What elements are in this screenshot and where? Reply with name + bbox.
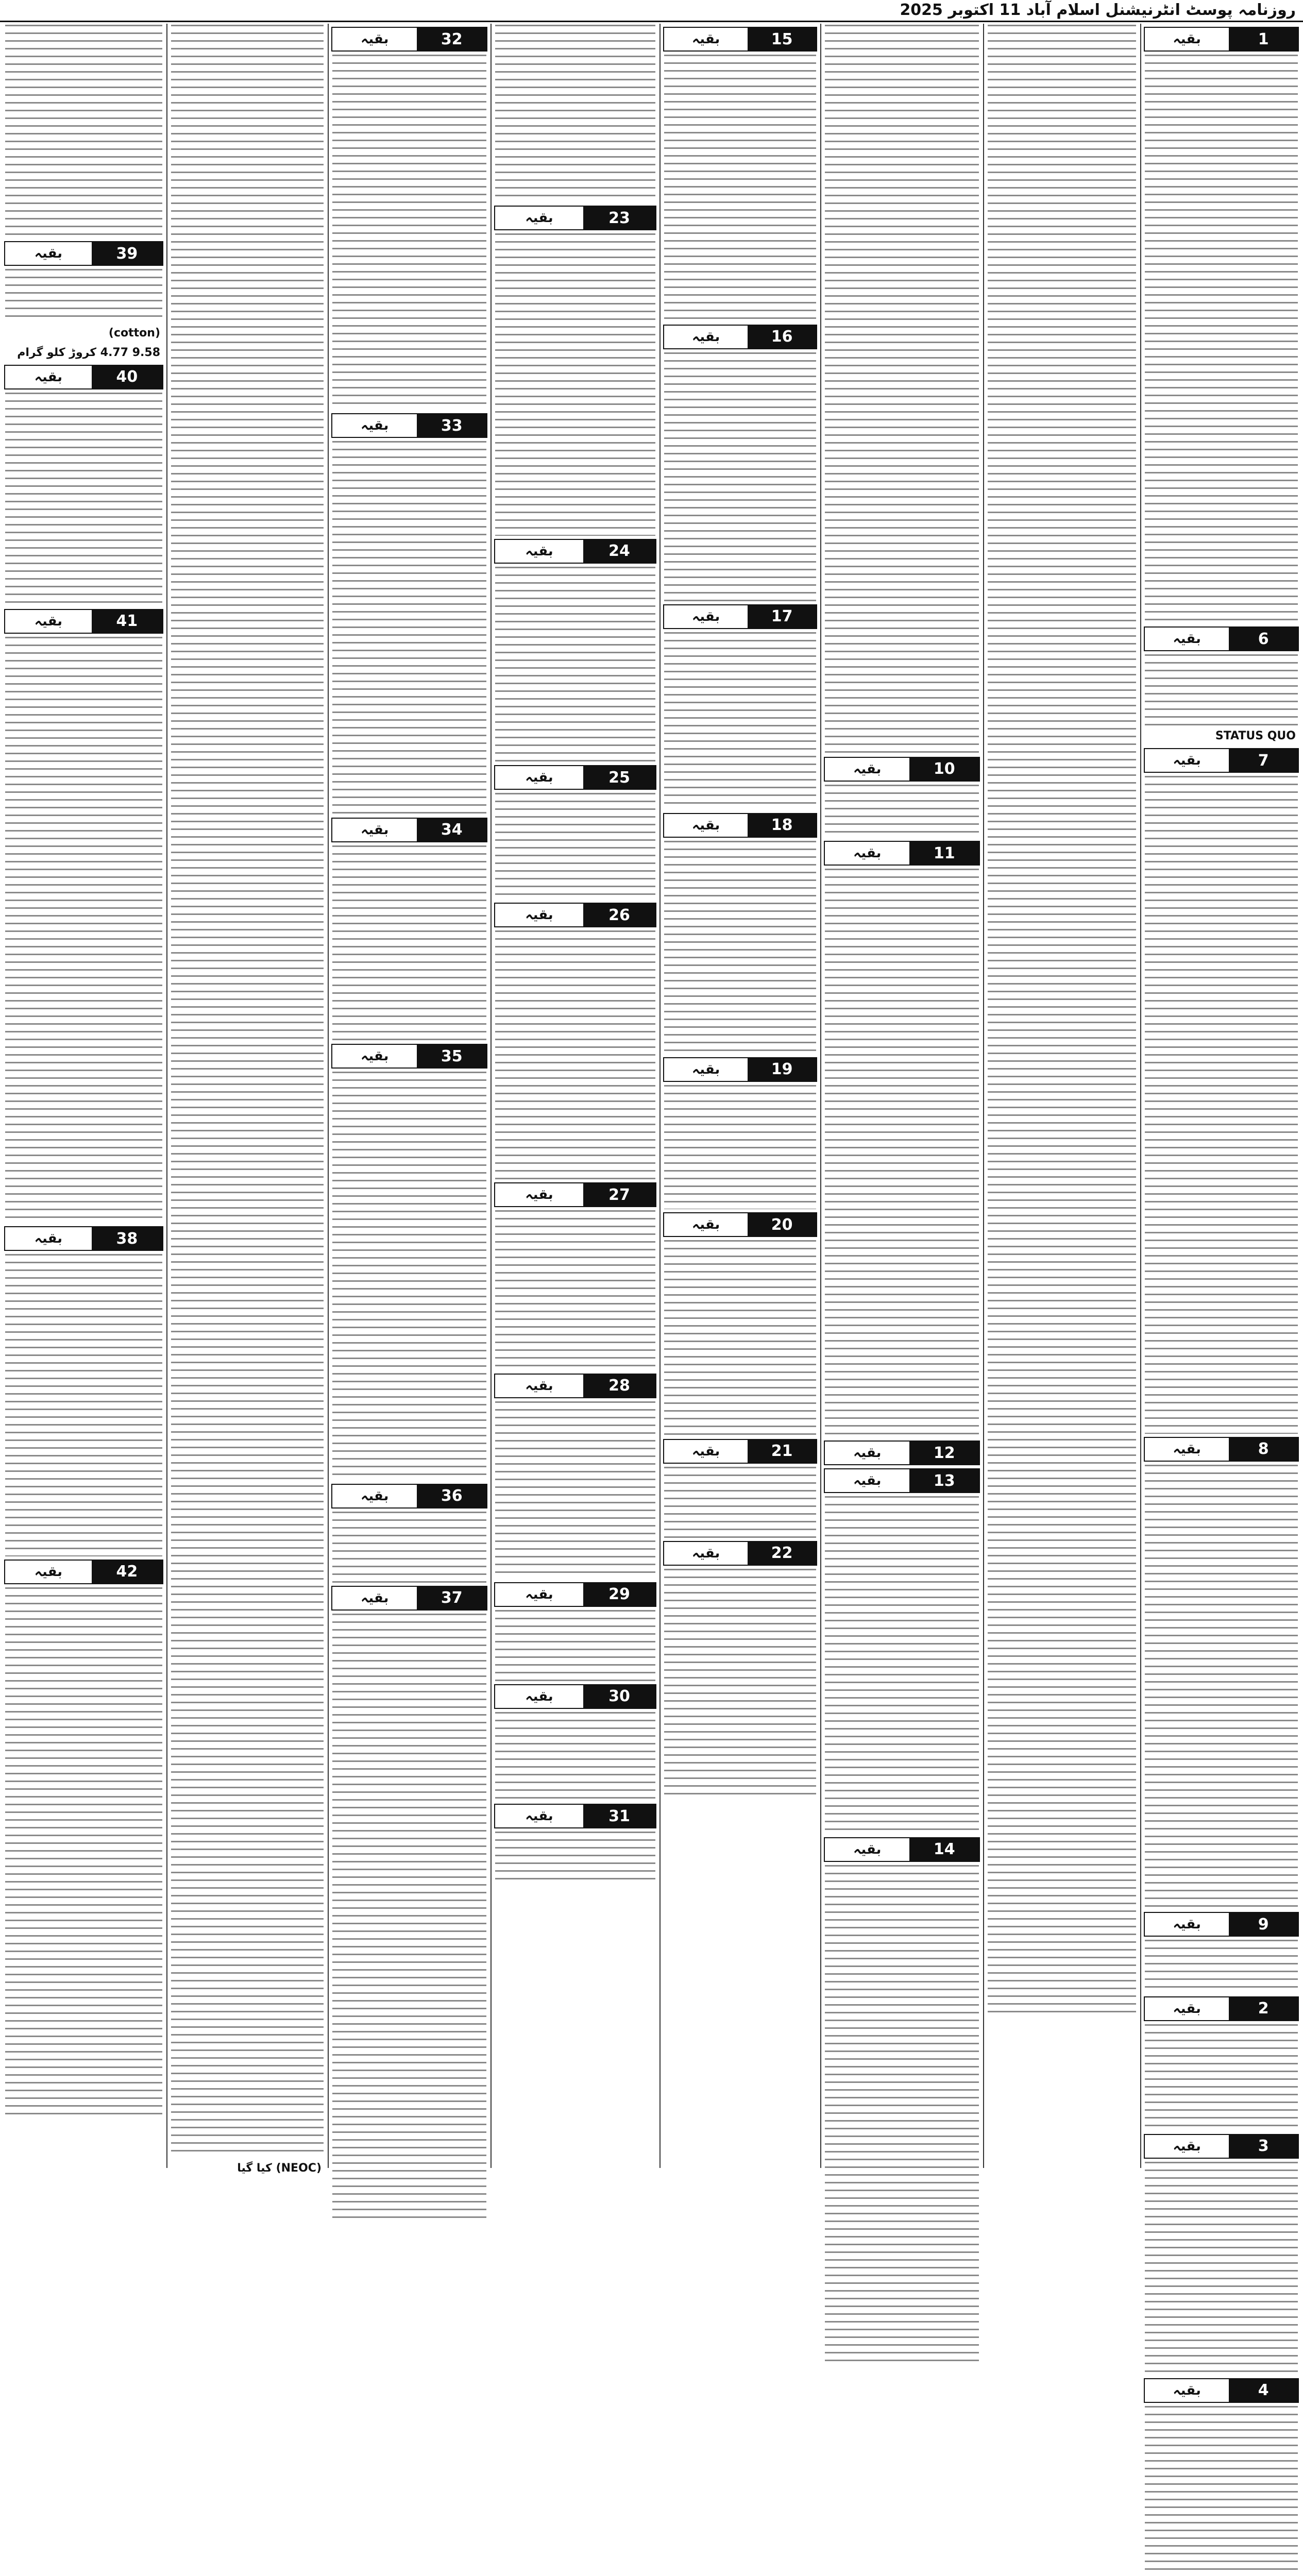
continued-number: 16 — [748, 326, 816, 348]
news-column — [2, 24, 165, 2168]
continued-label: بقیہ — [664, 814, 748, 837]
continued-header — [1144, 2378, 1299, 2403]
continued-story — [329, 1044, 489, 1481]
continued-label: بقیہ — [495, 904, 583, 926]
continued-number: 41 — [92, 610, 162, 633]
news-column — [661, 24, 819, 2168]
continued-story — [492, 1582, 658, 1681]
continued-story — [661, 1057, 819, 1210]
continued-number: 3 — [1229, 2135, 1298, 2158]
article-text — [495, 567, 655, 762]
continued-header — [331, 818, 487, 842]
continued-label: بقیہ — [5, 1227, 92, 1250]
continued-header — [331, 1586, 487, 1611]
continued-number: 27 — [583, 1183, 655, 1206]
continued-label: بقیہ — [664, 28, 748, 50]
continued-number: 9 — [1229, 1913, 1298, 1936]
continued-story — [661, 604, 819, 810]
continued-header — [494, 765, 656, 790]
article-text — [495, 233, 655, 536]
continued-number: 10 — [909, 758, 979, 781]
continued-header — [331, 1484, 487, 1509]
continued-label: بقیہ — [495, 207, 583, 229]
continued-number: 35 — [417, 1045, 486, 1067]
continued-story — [329, 1586, 489, 2218]
continued-number: 28 — [583, 1375, 655, 1397]
continued-header — [494, 206, 656, 230]
continued-header — [494, 539, 656, 564]
continued-label: بقیہ — [1145, 2135, 1229, 2158]
continued-label: بقیہ — [495, 540, 583, 563]
article-text — [332, 441, 486, 815]
article-text — [664, 55, 816, 321]
continued-label: بقیہ — [1145, 749, 1229, 772]
continued-header — [1144, 2134, 1299, 2159]
continued-story — [168, 25, 327, 2158]
continued-story — [492, 1804, 658, 1885]
continued-header — [494, 1582, 656, 1607]
continued-story — [985, 25, 1139, 2015]
continued-label: بقیہ — [495, 1685, 583, 1708]
article-text — [988, 25, 1136, 2015]
continued-label: بقیہ — [1145, 1438, 1229, 1461]
continued-story — [2, 1560, 165, 2121]
article-text — [5, 1254, 162, 1556]
article-text — [1145, 654, 1298, 725]
continued-label: بقیہ — [825, 758, 909, 781]
continued-story — [492, 765, 658, 900]
continued-number: 21 — [748, 1440, 816, 1463]
continued-story — [492, 1684, 658, 1801]
continued-label: بقیہ — [664, 1440, 748, 1463]
continued-story — [822, 1468, 982, 1834]
continued-label: بقیہ — [332, 1485, 417, 1507]
article-text — [825, 1865, 979, 2363]
continued-header — [663, 325, 817, 349]
continued-header — [1144, 1912, 1299, 1937]
continued-label: بقیہ — [332, 819, 417, 841]
continued-header — [663, 27, 817, 52]
continued-story — [661, 325, 819, 601]
masthead — [0, 0, 1303, 22]
article-text — [332, 1072, 486, 1481]
continued-number: 11 — [909, 842, 979, 865]
continued-label: بقیہ — [825, 842, 909, 865]
continued-label: بقیہ — [825, 1838, 909, 1861]
continued-story — [1142, 748, 1301, 1434]
article-snippet: (NEOC) کیا گیا — [171, 2160, 324, 2177]
article-text — [332, 55, 486, 410]
continued-story — [1142, 1996, 1301, 2131]
article-text — [1145, 1465, 1298, 1909]
continued-number: 12 — [909, 1442, 979, 1464]
article-text — [1145, 2406, 1298, 2576]
continued-story — [822, 757, 982, 838]
continued-story — [329, 27, 489, 410]
continued-story — [2, 241, 165, 323]
continued-label: بقیہ — [5, 242, 92, 265]
continued-story — [1142, 27, 1301, 623]
column-rule — [983, 24, 984, 2168]
continued-number: 13 — [909, 1469, 979, 1492]
news-column — [492, 24, 658, 2168]
continued-number: 36 — [417, 1485, 486, 1507]
article-text — [664, 1240, 816, 1436]
article-text — [664, 632, 816, 810]
column-rule — [490, 24, 492, 2168]
article-text — [495, 25, 655, 202]
continued-number: 1 — [1229, 28, 1298, 50]
article-text — [332, 1614, 486, 2218]
continued-label: بقیہ — [495, 1805, 583, 1827]
continued-number: 25 — [583, 766, 655, 789]
article-text — [495, 1832, 655, 1885]
continued-story — [822, 25, 982, 754]
article-text — [1145, 1940, 1298, 1993]
article-text — [495, 1210, 655, 1370]
continued-story — [661, 1541, 819, 1800]
article-text — [825, 1496, 979, 1834]
continued-number: 31 — [583, 1805, 655, 1827]
continued-header — [663, 1439, 817, 1464]
continued-number: 19 — [748, 1058, 816, 1081]
continued-header — [4, 1560, 163, 1584]
article-text — [1145, 2162, 1298, 2375]
continued-story — [661, 813, 819, 1054]
continued-story — [1142, 2134, 1301, 2375]
continued-number: 32 — [417, 28, 486, 50]
article-text — [5, 393, 162, 606]
masthead-title: روزنامہ پوسٹ انٹرنیشنل اسلام آباد 11 اکتوبر 2025 — [900, 1, 1296, 19]
continued-header — [494, 1804, 656, 1828]
article-text — [332, 845, 486, 1041]
continued-number: 7 — [1229, 749, 1298, 772]
continued-header — [824, 757, 980, 782]
news-column — [168, 24, 327, 2168]
continued-label: بقیہ — [1145, 1997, 1229, 2020]
column-rule — [166, 24, 167, 2168]
continued-label: بقیہ — [495, 1183, 583, 1206]
article-text — [1145, 2024, 1298, 2131]
continued-label: بقیہ — [5, 1561, 92, 1583]
continued-label: بقیہ — [495, 1583, 583, 1606]
continued-header — [663, 1541, 817, 1566]
article-snippet: 9.58 4.77 کروڑ کلو گرام — [5, 344, 162, 362]
news-column — [1142, 24, 1301, 2168]
continued-number: 23 — [583, 207, 655, 229]
continued-header — [1144, 1437, 1299, 1462]
continued-header — [663, 1212, 817, 1237]
continued-header — [494, 1684, 656, 1709]
continued-number: 29 — [583, 1583, 655, 1606]
continued-header — [4, 365, 163, 389]
continued-story — [329, 413, 489, 815]
continued-label: بقیہ — [332, 414, 417, 437]
continued-header — [824, 1837, 980, 1862]
continued-story — [661, 1212, 819, 1436]
continued-number: 4 — [1229, 2379, 1298, 2402]
article-snippet: (cotton) — [5, 325, 162, 342]
continued-header — [663, 604, 817, 629]
continued-number: 26 — [583, 904, 655, 926]
column-rule — [328, 24, 329, 2168]
continued-header — [331, 1044, 487, 1069]
article-text — [495, 793, 655, 900]
continued-story — [661, 27, 819, 321]
article-text — [664, 841, 816, 1054]
continued-number: 15 — [748, 28, 816, 50]
continued-header — [331, 27, 487, 52]
continued-story — [2, 25, 165, 238]
continued-number: 38 — [92, 1227, 162, 1250]
continued-header — [663, 1057, 817, 1082]
continued-label: بقیہ — [1145, 28, 1229, 50]
article-text — [825, 25, 979, 754]
continued-story — [492, 1182, 658, 1370]
article-text — [5, 269, 162, 323]
continued-label: بقیہ — [664, 1058, 748, 1081]
continued-label: بقیہ — [332, 1587, 417, 1609]
continued-story — [492, 903, 658, 1179]
continued-label: بقیہ — [332, 28, 417, 50]
continued-number: 17 — [748, 605, 816, 628]
article-text — [825, 869, 979, 1437]
article-text — [5, 1587, 162, 2121]
continued-label: بقیہ — [5, 366, 92, 388]
continued-number: 18 — [748, 814, 816, 837]
continued-header — [494, 903, 656, 927]
continued-label: بقیہ — [5, 610, 92, 633]
continued-story — [2, 609, 165, 1224]
continued-story — [2, 365, 165, 606]
continued-story — [822, 1837, 982, 2363]
article-text — [495, 1401, 655, 1579]
continued-label: بقیہ — [495, 766, 583, 789]
continued-label: بقیہ — [332, 1045, 417, 1067]
continued-label: بقیہ — [1145, 2379, 1229, 2402]
article-text — [495, 930, 655, 1179]
continued-story — [661, 1439, 819, 1538]
continued-story — [492, 539, 658, 762]
continued-story — [1142, 1912, 1301, 1993]
continued-label: بقیہ — [664, 1542, 748, 1565]
continued-number: 24 — [583, 540, 655, 563]
continued-story — [492, 206, 658, 536]
continued-label: بقیہ — [1145, 628, 1229, 650]
continued-number: 14 — [909, 1838, 979, 1861]
continued-story — [329, 818, 489, 1041]
article-text — [332, 1512, 486, 1583]
news-column — [329, 24, 489, 2168]
continued-story — [822, 841, 982, 1437]
continued-number: 37 — [417, 1587, 486, 1609]
continued-story — [492, 25, 658, 202]
article-snippet: STATUS QUO — [1145, 727, 1298, 745]
continued-label: بقیہ — [495, 1375, 583, 1397]
article-text — [495, 1712, 655, 1801]
continued-story — [1142, 2378, 1301, 2576]
continued-header — [4, 1226, 163, 1251]
article-text — [495, 1610, 655, 1681]
article-text — [5, 25, 162, 238]
continued-header — [824, 1468, 980, 1493]
continued-header — [1144, 626, 1299, 651]
continued-number: 30 — [583, 1685, 655, 1708]
article-text — [664, 1467, 816, 1538]
column-rule — [659, 24, 661, 2168]
article-text — [825, 785, 979, 838]
continued-number: 20 — [748, 1213, 816, 1236]
article-text — [1145, 55, 1298, 623]
continued-header — [494, 1182, 656, 1207]
continued-number: 42 — [92, 1561, 162, 1583]
continued-number: 33 — [417, 414, 486, 437]
continued-header — [1144, 1996, 1299, 2021]
news-column — [822, 24, 982, 2168]
continued-label: بقیہ — [664, 605, 748, 628]
continued-header — [824, 1440, 980, 1465]
continued-story — [822, 1440, 982, 1465]
continued-label: بقیہ — [825, 1469, 909, 1492]
continued-story — [329, 1484, 489, 1583]
article-text — [1145, 776, 1298, 1434]
article-text — [664, 352, 816, 601]
column-rule — [1140, 24, 1141, 2168]
continued-header — [494, 1374, 656, 1398]
continued-number: 40 — [92, 366, 162, 388]
continued-number: 34 — [417, 819, 486, 841]
continued-label: بقیہ — [664, 326, 748, 348]
continued-header — [1144, 27, 1299, 52]
article-text — [171, 25, 324, 2158]
continued-number: 39 — [92, 242, 162, 265]
continued-header — [1144, 748, 1299, 773]
continued-label: بقیہ — [1145, 1913, 1229, 1936]
continued-story — [492, 1374, 658, 1579]
continued-header — [663, 813, 817, 838]
continued-header — [331, 413, 487, 438]
continued-number: 6 — [1229, 628, 1298, 650]
column-rule — [820, 24, 821, 2168]
continued-header — [4, 609, 163, 634]
continued-label: بقیہ — [664, 1213, 748, 1236]
continued-header — [824, 841, 980, 866]
article-text — [664, 1085, 816, 1210]
continued-number: 2 — [1229, 1997, 1298, 2020]
continued-story — [1142, 1437, 1301, 1909]
continued-story — [1142, 626, 1301, 725]
article-text — [664, 1569, 816, 1800]
continued-header — [4, 241, 163, 266]
continued-number: 8 — [1229, 1438, 1298, 1461]
news-column — [985, 24, 1139, 2168]
article-text — [5, 637, 162, 1224]
continued-number: 22 — [748, 1542, 816, 1565]
continued-label: بقیہ — [825, 1442, 909, 1464]
continued-story — [2, 1226, 165, 1556]
